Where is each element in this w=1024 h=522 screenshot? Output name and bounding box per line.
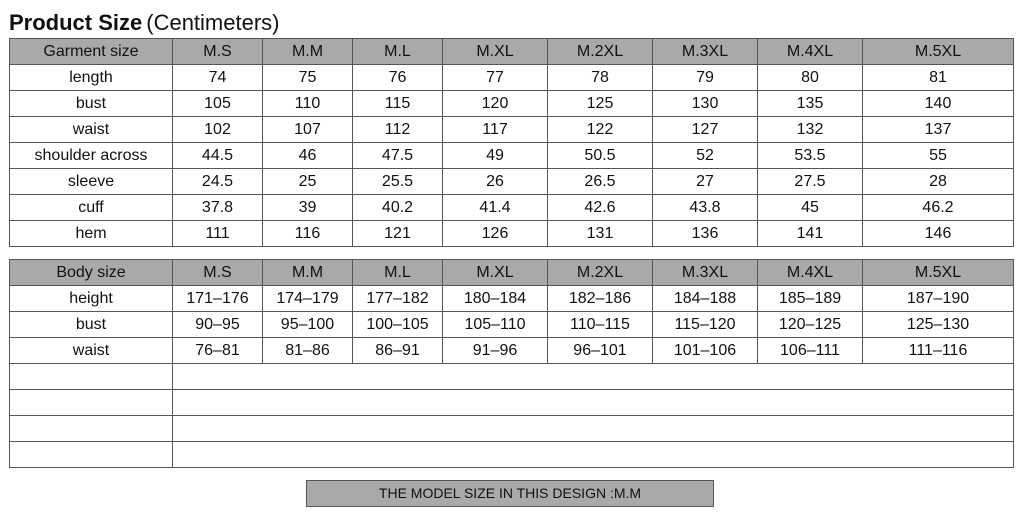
body-size-header: M.XL [443, 260, 548, 286]
garment-size-header: M.4XL [758, 39, 863, 65]
table-cell: 141 [758, 221, 863, 247]
table-cell: 180–184 [443, 286, 548, 312]
table-row [10, 195, 1014, 221]
table-cell: 120–125 [758, 312, 863, 338]
table-cell: 76–81 [173, 338, 263, 364]
empty-span-cell [173, 416, 1014, 442]
table-cell: 26.5 [548, 169, 653, 195]
table-cell: 76 [353, 65, 443, 91]
table-row [10, 286, 1014, 312]
table-cell: 184–188 [653, 286, 758, 312]
table-row [10, 221, 1014, 247]
table-row [10, 91, 1014, 117]
table-cell: 146 [863, 221, 1014, 247]
body-measure-label: bust [10, 312, 173, 338]
table-cell: 101–106 [653, 338, 758, 364]
garment-size-header: M.S [173, 39, 263, 65]
garment-size-header: M.XL [443, 39, 548, 65]
empty-span-cell [173, 390, 1014, 416]
table-cell: 45 [758, 195, 863, 221]
table-cell: 136 [653, 221, 758, 247]
body-size-table [9, 259, 1014, 468]
body-measure-label: waist [10, 338, 173, 364]
table-cell: 46 [263, 143, 353, 169]
table-cell: 116 [263, 221, 353, 247]
table-cell: 24.5 [173, 169, 263, 195]
table-cell: 120 [443, 91, 548, 117]
garment-size-header: M.L [353, 39, 443, 65]
table-row [10, 169, 1014, 195]
body-size-header: M.3XL [653, 260, 758, 286]
empty-row [10, 390, 1014, 416]
title-unit: (Centimeters) [146, 10, 280, 35]
body-header-label: Body size [10, 260, 173, 286]
table-cell: 115–120 [653, 312, 758, 338]
empty-span-cell [173, 442, 1014, 468]
table-cell: 110 [263, 91, 353, 117]
table-cell: 131 [548, 221, 653, 247]
garment-header-label: Garment size [10, 39, 173, 65]
table-cell: 75 [263, 65, 353, 91]
table-cell: 44.5 [173, 143, 263, 169]
empty-span-cell [173, 364, 1014, 390]
table-cell: 100–105 [353, 312, 443, 338]
table-cell: 91–96 [443, 338, 548, 364]
empty-row [10, 416, 1014, 442]
table-cell: 115 [353, 91, 443, 117]
table-cell: 112 [353, 117, 443, 143]
body-size-header: M.4XL [758, 260, 863, 286]
table-cell: 52 [653, 143, 758, 169]
table-cell: 86–91 [353, 338, 443, 364]
garment-measure-label: sleeve [10, 169, 173, 195]
table-cell: 46.2 [863, 195, 1014, 221]
title-main: Product Size [9, 10, 143, 35]
table-cell: 43.8 [653, 195, 758, 221]
table-cell: 111 [173, 221, 263, 247]
table-cell: 174–179 [263, 286, 353, 312]
table-cell: 50.5 [548, 143, 653, 169]
empty-label-cell [10, 364, 173, 390]
table-cell: 96–101 [548, 338, 653, 364]
body-size-header: M.2XL [548, 260, 653, 286]
table-cell: 105–110 [443, 312, 548, 338]
table-cell: 41.4 [443, 195, 548, 221]
table-cell: 79 [653, 65, 758, 91]
table-cell: 125–130 [863, 312, 1014, 338]
table-cell: 130 [653, 91, 758, 117]
table-cell: 74 [173, 65, 263, 91]
table-cell: 126 [443, 221, 548, 247]
empty-label-cell [10, 416, 173, 442]
page-title [9, 9, 280, 37]
table-cell: 39 [263, 195, 353, 221]
garment-size-table [9, 38, 1014, 247]
model-size-note: THE MODEL SIZE IN THIS DESIGN :M.M [306, 480, 714, 507]
table-cell: 121 [353, 221, 443, 247]
garment-measure-label: shoulder across [10, 143, 173, 169]
table-cell: 107 [263, 117, 353, 143]
table-cell: 26 [443, 169, 548, 195]
table-cell: 37.8 [173, 195, 263, 221]
table-cell: 106–111 [758, 338, 863, 364]
table-cell: 140 [863, 91, 1014, 117]
table-row [10, 338, 1014, 364]
table-cell: 25.5 [353, 169, 443, 195]
garment-size-header: M.5XL [863, 39, 1014, 65]
table-cell: 49 [443, 143, 548, 169]
garment-measure-label: waist [10, 117, 173, 143]
garment-measure-label: hem [10, 221, 173, 247]
table-row [10, 117, 1014, 143]
table-cell: 81 [863, 65, 1014, 91]
table-cell: 27.5 [758, 169, 863, 195]
table-cell: 28 [863, 169, 1014, 195]
garment-measure-label: bust [10, 91, 173, 117]
table-row [10, 312, 1014, 338]
table-cell: 77 [443, 65, 548, 91]
body-size-header: M.S [173, 260, 263, 286]
body-header-row [10, 260, 1014, 286]
table-cell: 185–189 [758, 286, 863, 312]
garment-size-header: M.M [263, 39, 353, 65]
table-cell: 111–116 [863, 338, 1014, 364]
empty-label-cell [10, 442, 173, 468]
table-cell: 40.2 [353, 195, 443, 221]
table-cell: 187–190 [863, 286, 1014, 312]
table-cell: 122 [548, 117, 653, 143]
table-cell: 127 [653, 117, 758, 143]
body-size-header: M.5XL [863, 260, 1014, 286]
empty-row [10, 364, 1014, 390]
body-measure-label: height [10, 286, 173, 312]
table-cell: 53.5 [758, 143, 863, 169]
table-cell: 95–100 [263, 312, 353, 338]
table-cell: 25 [263, 169, 353, 195]
garment-measure-label: cuff [10, 195, 173, 221]
table-cell: 105 [173, 91, 263, 117]
table-cell: 27 [653, 169, 758, 195]
table-row [10, 143, 1014, 169]
table-cell: 42.6 [548, 195, 653, 221]
body-size-header: M.L [353, 260, 443, 286]
empty-label-cell [10, 390, 173, 416]
table-cell: 110–115 [548, 312, 653, 338]
table-cell: 132 [758, 117, 863, 143]
garment-size-header: M.3XL [653, 39, 758, 65]
table-cell: 177–182 [353, 286, 443, 312]
empty-row [10, 442, 1014, 468]
garment-measure-label: length [10, 65, 173, 91]
table-cell: 55 [863, 143, 1014, 169]
table-cell: 135 [758, 91, 863, 117]
table-cell: 171–176 [173, 286, 263, 312]
table-cell: 80 [758, 65, 863, 91]
table-cell: 78 [548, 65, 653, 91]
garment-size-header: M.2XL [548, 39, 653, 65]
table-cell: 182–186 [548, 286, 653, 312]
table-cell: 47.5 [353, 143, 443, 169]
table-cell: 81–86 [263, 338, 353, 364]
table-cell: 90–95 [173, 312, 263, 338]
table-cell: 125 [548, 91, 653, 117]
garment-header-row [10, 39, 1014, 65]
table-row [10, 65, 1014, 91]
table-cell: 102 [173, 117, 263, 143]
table-cell: 137 [863, 117, 1014, 143]
body-size-header: M.M [263, 260, 353, 286]
table-cell: 117 [443, 117, 548, 143]
